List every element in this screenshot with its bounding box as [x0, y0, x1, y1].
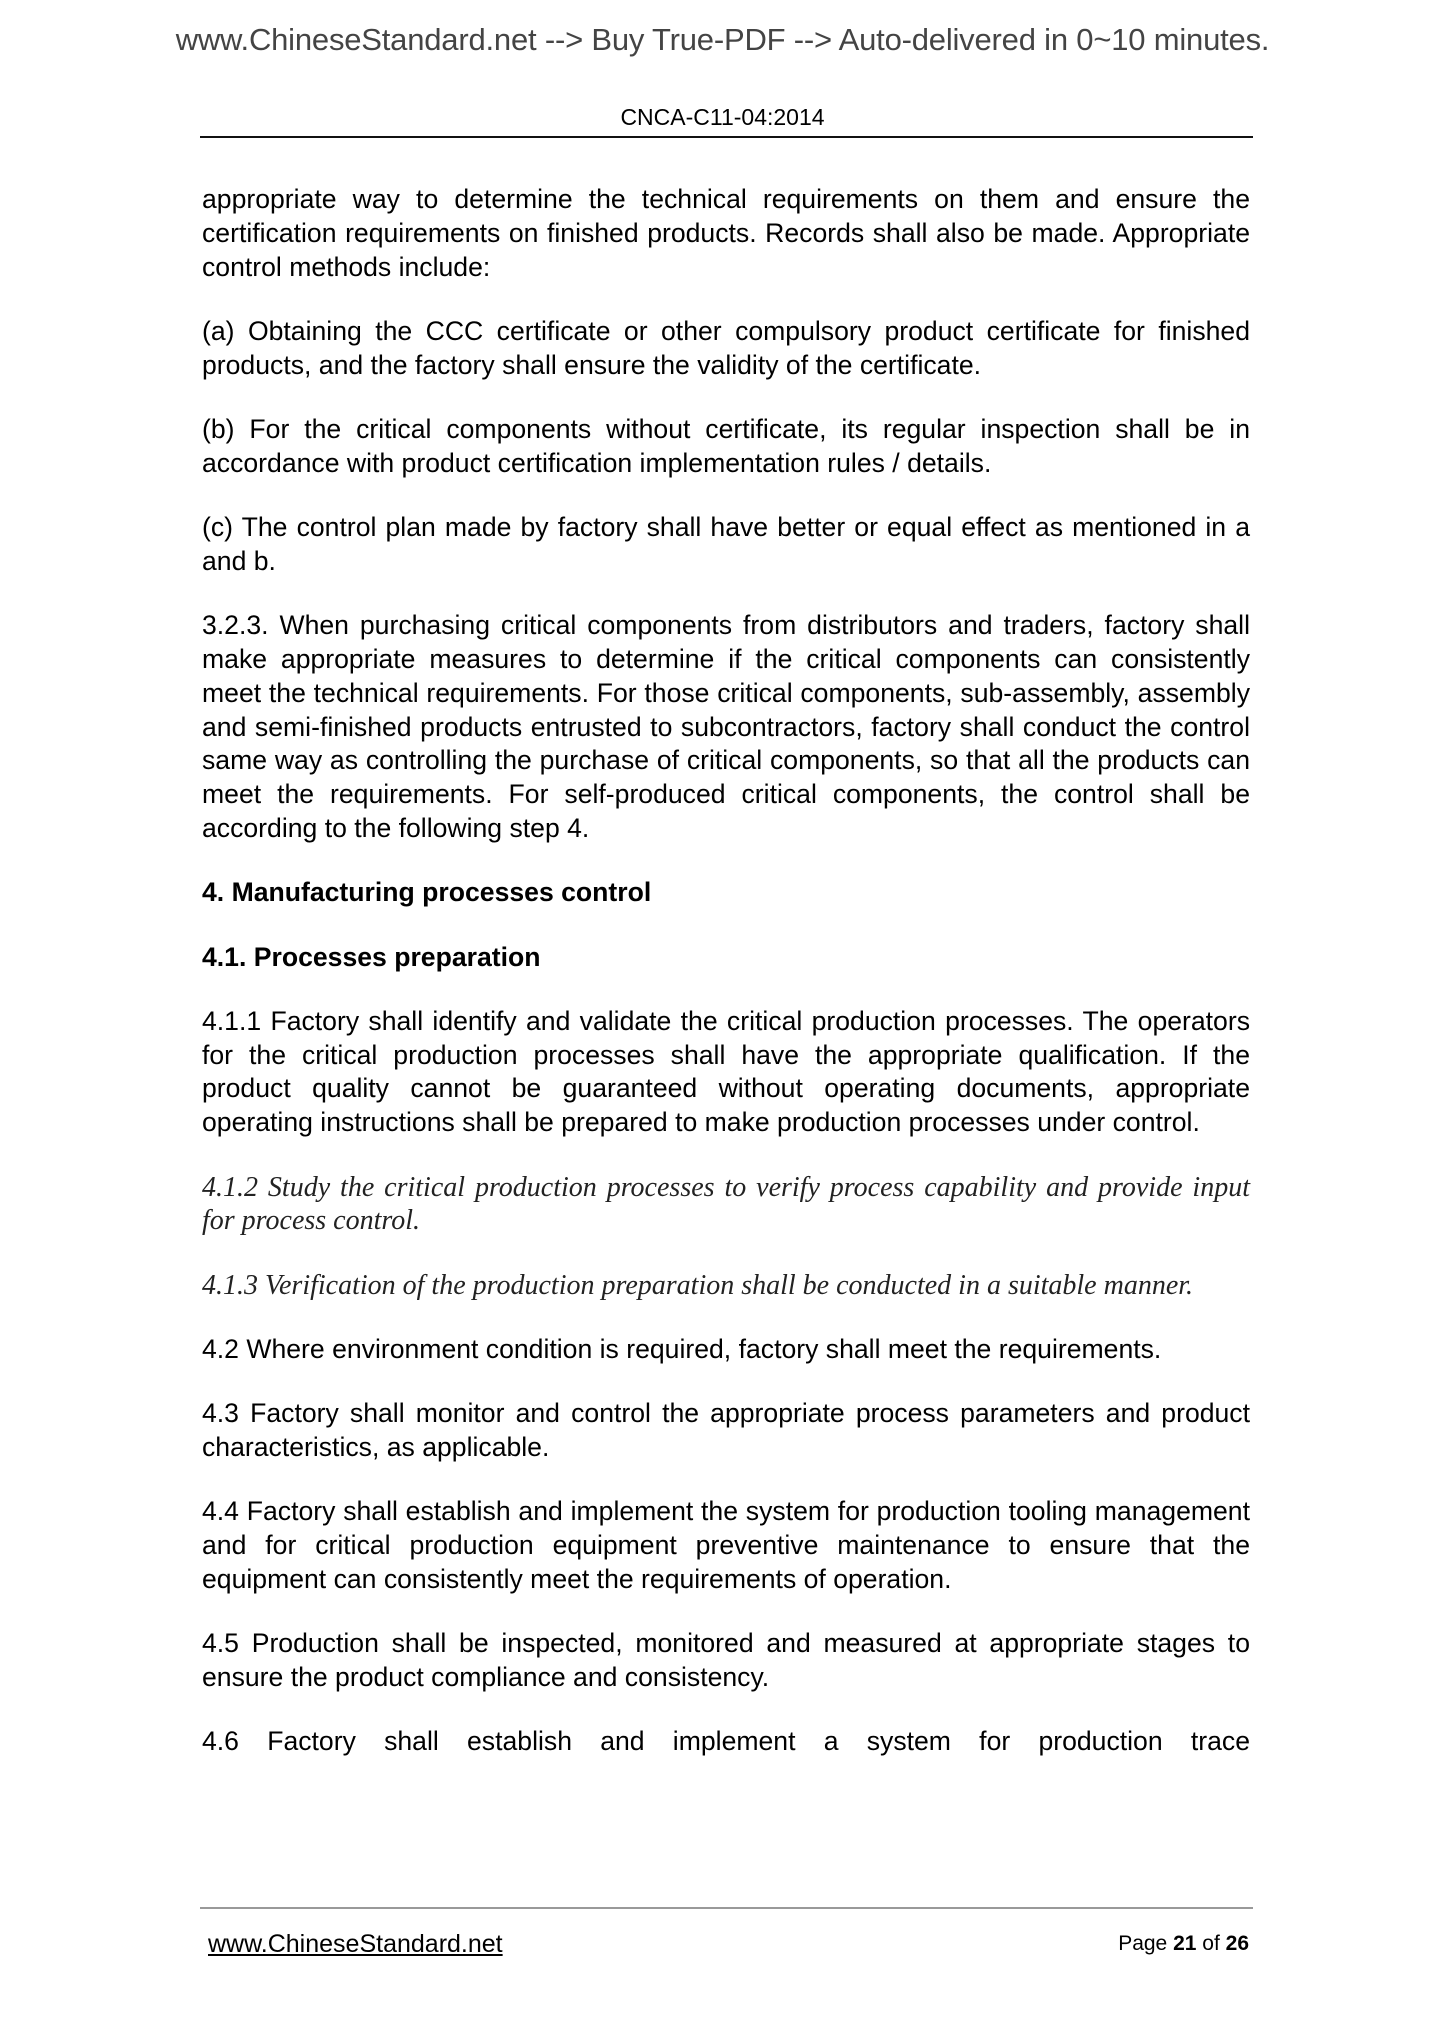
paragraph-4-6: 4.6 Factory shall establish and implement a system for production trace [202, 1726, 1250, 1757]
page-indicator [1118, 1932, 1249, 1956]
paragraph-4-1-2: 4.1.2 Study the critical production processes to verify process capability and provide input for process control. [202, 1171, 1250, 1237]
paragraph-3-2-3: 3.2.3. When purchasing critical components from distributors and traders, factory shall make appropriate measures to determine if the critical components can consistently meet the technical requirements. For those critical components, sub-assembly, assembly and semi-finished products entrusted to subcontractors, factory shall conduct the control same way as controlling the purchase of critical components, so that all the products can meet the requirements. For self-produced critical components, the control shall be according to the following step 4. [202, 610, 1250, 843]
paragraph-4-5: 4.5 Production shall be inspected, monitored and measured at appropriate stages to ensure the product compliance and consistency. [202, 1628, 1250, 1692]
footer-divider [200, 1907, 1253, 1909]
paragraph-4-1-3: 4.1.3 Verification of the production preparation shall be conducted in a suitable manner. [202, 1269, 1194, 1301]
page-total: 26 [1225, 1932, 1249, 1955]
page-current: 21 [1173, 1932, 1197, 1955]
paragraph-4-3: 4.3 Factory shall monitor and control the appropriate process parameters and product characteristics, as applicable. [202, 1398, 1250, 1463]
site-banner: www.ChineseStandard.net --> Buy True-PDF --> Auto-delivered in 0~10 minutes. [175, 22, 1270, 57]
paragraph-4-1-1: 4.1.1 Factory shall identify and validate the critical production processes. The operators for the critical production processes shall have the appropriate qualification. If the product quality cannot be guaranteed without operating documents, appropriate operating instructions shall be prepared to make production processes under control. [202, 1005, 1250, 1138]
paragraph-4-2: 4.2 Where environment condition is required, factory shall meet the requirements. [202, 1333, 1162, 1364]
footer-site-link[interactable]: www.ChineseStandard.net [208, 1930, 503, 1958]
paragraph-item-a: (a) Obtaining the CCC certificate or other compulsory product certificate for finished products, and the factory shall ensure the validity of the certificate. [202, 315, 1250, 380]
page-label: Page [1118, 1932, 1168, 1955]
paragraph-item-c: (c) The control plan made by factory shall have better or equal effect as mentioned in a and b. [202, 512, 1250, 576]
paragraph: appropriate way to determine the technical requirements on them and ensure the certification requirements on finished products. Records shall also be made. Appropriate control methods include: [202, 184, 1250, 282]
document-body [202, 183, 1250, 1790]
paragraph-item-b: (b) For the critical components without certificate, its regular inspection shall be in accordance with product certification implementation rules / details. [202, 413, 1250, 478]
document-id: CNCA-C11-04:2014 [620, 104, 825, 130]
paragraph-4-4: 4.4 Factory shall establish and implement the system for production tooling management and for critical production equipment preventive maintenance to ensure that the equipment can consistently meet the requirements of operation. [202, 1496, 1250, 1594]
section-heading-4: 4. Manufacturing processes control [202, 877, 652, 908]
header-divider [200, 136, 1253, 138]
section-heading-4-1: 4.1. Processes preparation [202, 941, 541, 972]
page-of-label: of [1202, 1932, 1220, 1955]
